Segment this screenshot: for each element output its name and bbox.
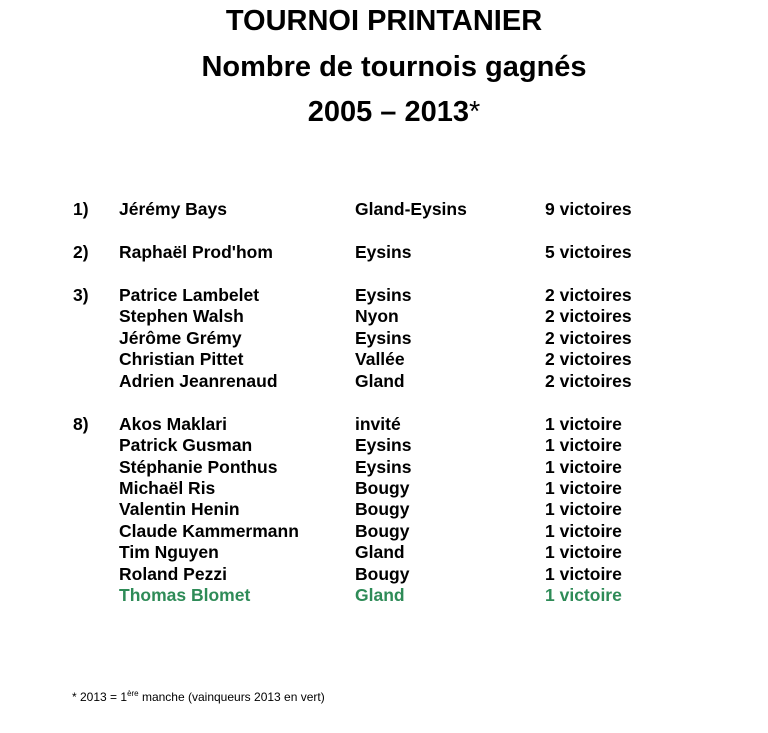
wins: 1 victoire — [545, 435, 622, 455]
club: Eysins — [355, 328, 412, 348]
club: Gland-Eysins — [355, 199, 467, 219]
player-name: Stéphanie Ponthus — [119, 457, 278, 477]
club: Bougy — [355, 499, 410, 519]
club: Bougy — [355, 521, 410, 541]
footnote-suffix: manche (vainqueurs 2013 en vert) — [138, 690, 325, 704]
club: Bougy — [355, 564, 410, 584]
club: Gland — [355, 371, 405, 391]
wins: 2 victoires — [545, 371, 632, 391]
title-line-2: Nombre de tournois gagnés — [201, 51, 587, 83]
club: Eysins — [355, 435, 412, 455]
wins: 1 victoire — [545, 414, 622, 434]
wins: 2 victoires — [545, 306, 632, 326]
club: Eysins — [355, 285, 412, 305]
player-name: Tim Nguyen — [119, 542, 219, 562]
player-name: Raphaël Prod'hom — [119, 242, 273, 262]
wins: 1 victoire — [545, 564, 622, 584]
player-name: Christian Pittet — [119, 349, 244, 369]
wins: 1 victoire — [545, 542, 622, 562]
title-line-1: TOURNOI PRINTANIER — [225, 5, 543, 37]
wins: 9 victoires — [545, 199, 632, 219]
player-name: Valentin Henin — [119, 499, 240, 519]
club: invité — [355, 414, 401, 434]
wins: 2 victoires — [545, 349, 632, 369]
club: Gland — [355, 585, 405, 605]
title-years: 2005 – 2013 — [307, 96, 469, 128]
player-name: Jérémy Bays — [119, 199, 227, 219]
player-name: Stephen Walsh — [119, 306, 244, 326]
title-line-3 — [10, 95, 768, 129]
rank: 8) — [73, 414, 89, 434]
player-name: Patrice Lambelet — [119, 285, 260, 305]
rank: 2) — [73, 242, 89, 262]
player-name: Adrien Jeanrenaud — [119, 371, 278, 391]
player-name: Patrick Gusman — [119, 435, 253, 455]
player-name: Claude Kammermann — [119, 521, 299, 541]
club: Gland — [355, 542, 405, 562]
wins: 5 victoires — [545, 242, 632, 262]
rank: 1) — [73, 199, 89, 219]
club: Eysins — [355, 242, 412, 262]
wins: 1 victoire — [545, 521, 622, 541]
footnote-superscript: ère — [127, 689, 139, 698]
title-asterisk: * — [468, 96, 481, 128]
rank: 3) — [73, 285, 89, 305]
club: Bougy — [355, 478, 410, 498]
wins: 2 victoires — [545, 328, 632, 348]
player-name: Michaël Ris — [119, 478, 216, 498]
club: Eysins — [355, 457, 412, 477]
player-name: Akos Maklari — [119, 414, 227, 434]
wins: 1 victoire — [545, 478, 622, 498]
footnote-prefix: * 2013 = 1 — [72, 690, 128, 704]
wins: 2 victoires — [545, 285, 632, 305]
club: Nyon — [355, 306, 399, 326]
wins: 1 victoire — [545, 585, 622, 605]
player-name: Jérôme Grémy — [119, 328, 242, 348]
wins: 1 victoire — [545, 457, 622, 477]
wins: 1 victoire — [545, 499, 622, 519]
footnote — [72, 686, 325, 705]
club: Vallée — [355, 349, 405, 369]
player-name: Roland Pezzi — [119, 564, 227, 584]
player-name: Thomas Blomet — [119, 585, 251, 605]
